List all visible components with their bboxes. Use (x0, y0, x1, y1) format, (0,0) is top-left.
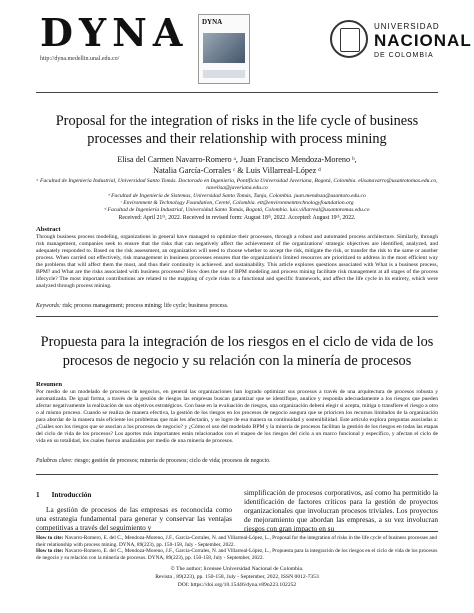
authors-line-1: Elisa del Carmen Navarro-Romero ᵃ, Juan Francisco Mendoza-Moreno ᵇ, (117, 155, 357, 164)
citation-en-label: How to cite: (36, 535, 64, 541)
affiliation-b: ᵇ Facultad de Ingeniería de Sistemas, Universidad Santo Tomás, Tunja, Colombia. juan.mendoza@usantoto.edu.co (108, 192, 366, 199)
citation-block (36, 535, 438, 561)
article-title-es: Propuesta para la integración de los riesgos en el ciclo de vida de los procesos de negocio y su relación con la minería de procesos (40, 334, 434, 369)
journal-cover-image (198, 14, 250, 84)
section-title: Introducción (51, 491, 92, 499)
palabras-label: Palabras clave: (36, 458, 73, 464)
section-heading (36, 491, 91, 499)
citation-es-label: How to cite: (36, 548, 64, 555)
journal-url[interactable]: http://dyna.medellin.unal.edu.co/ (40, 56, 120, 62)
affiliation-a: ᵃ Facultad de Ingeniería Industrial, Universidad Santo Tomás. Doctorado en Ingeniería, Pontificia Universidad Javeriana, Bogotá, Colombia. elisanavarro@usantotomas.edu.co, navelisa@javeriana.edu.co (36, 178, 438, 192)
received-dates: Received: April 21ᵗʰ, 2022. Received in revised form: August 18ᵗʰ, 2022. Accepted: August 19ᵗʰ, 2022. (118, 215, 356, 221)
abstract-heading: Abstract (36, 226, 61, 233)
university-name-line2: NACIONAL (374, 31, 472, 50)
section-divider (36, 316, 438, 317)
author-list (36, 154, 438, 176)
abstract-text: Through business process modeling, organizations in general have managed to optimize their processes, through a robust and automated process architecture. Similarly, through risk management, companies seek to ensure that the risks that can negatively affect the achievement of the organizations' strategic objectives are identified, analyzed, and adequately responded to. Based on the risk assessment, an organization will need to choose whether to accept the risk, mitigate the risk, or transfer the risk to the same or another process. When carried out effectively, risk management in business processes ensures that the organization's limited resources are prioritized to address in the most efficient way the problems that will affect them the most, and thus their continuity is achieved. and sustainability. This article explores questions associated with What is a business process, BPM? and What are the risks associated with business processes? How does the use of BPM modeling and process mining facilitate risk management at all stages of the process lifecycle? The most important contributions are related to the mapping of cycle risks to a functional and specific framework, and affect the life cycle in its entirety, which were analyzed through process mining. (36, 234, 438, 290)
body-column-right: simplificación de procesos corporativos, así como ha permitido la identificación de factores críticos para la gestión de proyectos organizacionales que involucran procesos triviales. Los proyectos de mejoramiento que abordan las empresas, a su vez involucran riesgos con gran impacto en su (244, 488, 438, 534)
license-line: © The author; licensee Universidad Nacional de Colombia. (170, 566, 304, 572)
keywords-label: Keywords: (36, 303, 61, 309)
keywords-list: risk; process management; process mining; life cycle; business process. (62, 303, 229, 309)
citation-en (36, 535, 438, 548)
cover-graphic (203, 33, 245, 63)
university-name-line3: DE COLOMBIA (374, 52, 434, 59)
journal-logo: DYNA (40, 10, 189, 55)
keywords (36, 303, 438, 309)
body-divider (36, 474, 438, 475)
header-divider (36, 92, 438, 93)
cover-title: DYNA (202, 18, 223, 26)
palabras-clave (36, 458, 438, 464)
affiliations (36, 178, 438, 214)
journal-issue-line: Revista , 89(223), pp. 150-158, July - September, 2022, ISSN 0012-7353 (155, 574, 319, 580)
university-name-line1: UNIVERSIDAD (374, 22, 440, 31)
section-number: 1 (36, 491, 40, 499)
palabras-list: riesgo; gestión de procesos; minería de procesos; ciclo de vida; procesos de negocio. (74, 458, 271, 464)
doi-link[interactable]: DOI: https://doi.org/10.15446/dyna.v89n223.102252 (177, 582, 297, 588)
article-title-en: Proposal for the integration of risks in the life cycle of business processes and their relationship with process mining (55, 113, 419, 147)
citation-es (36, 548, 438, 561)
citation-divider (36, 531, 438, 532)
authors-line-2: Natalia García-Corrales ᶜ & Luis Villarreal-López ᵈ (153, 166, 321, 175)
affiliation-d: ᵈ Facultad de Ingeniería Industrial, Universidad Santo Tomás, Bogotá, Colombia. luis.villarreal@usantotomas.edu.co (104, 207, 370, 214)
body-column-left: La gestión de procesos de las empresas es reconocida como una estrategia fundamental para generar y conservar las ventajas competitivas a través del seguimiento y (36, 505, 232, 533)
affiliation-c: ᶜ Environment & Technology Foundation, Cereté, Colombia. ett@environmenttechnologyfoundation.org (120, 199, 354, 206)
university-crest-icon (330, 20, 368, 58)
resumen-heading: Resumen (36, 381, 63, 388)
resumen-text: Por medio de un modelado de procesos de negocios, en general las organizaciones han logrado optimizar sus procesos a través de una arquitectura de procesos robusta y automatizada. De igual forma, a través de la gestión de riesgos las empresas buscan garantizar que se identifique, analice y responda adecuadamente a los riesgos que pueden afectar negativamente la realización de sus objetivos estratégicos. Con base en la evaluación de riesgos, una organización deberá elegir si acepta, mitiga o transfiere el riesgo a otro o al mismo proceso. Cuando se realiza de manera efectiva, la gestión de los riesgos en los procesos de negocio asegura que se prioricen los recursos limitados de la organización para abordar de la manera más eficiente los problemas que más les afectarán, y se logre de esa manera su continuidad y sostenibilidad. Este artículo explora preguntas asociadas a: ¿Cuáles son los riesgos que se asocian a los procesos de negocio? y ¿Cómo el uso del modelado BPM y la minería de procesos facilitan la gestión de los riesgos en todas las etapas del ciclo de vida de los procesos? Los aportes más importantes están relacionados con el mapeo de los riesgos del ciclo a un marco funcional y específico, y afectan el ciclo de vida en su totalidad, los cuales fueron analizados por medio de una minería de procesos. (36, 389, 438, 445)
citation-es-text: Navarro-Romero, E. del C., Mendoza-Moreno, J.F., García-Corrales, N. and Villarreal-López, L., Propuesta para la integración de los riesgos en el ciclo de vida de los procesos de negocio y su relación con la minería de procesos. DYNA, 89(223), pp. 150-158, July - September, 2022. (36, 548, 438, 561)
cover-footer-band (203, 70, 245, 78)
citation-en-text: Navarro-Romero, E. del C., Mendoza-Moreno, J.F., García-Corrales, N. and Villarreal-López, L., Proposal for the integration of risks in the life cycle of business processes and their relationship with process mining. DYNA, 89(223), pp. 150-158, July - September, 2022. (36, 535, 438, 548)
